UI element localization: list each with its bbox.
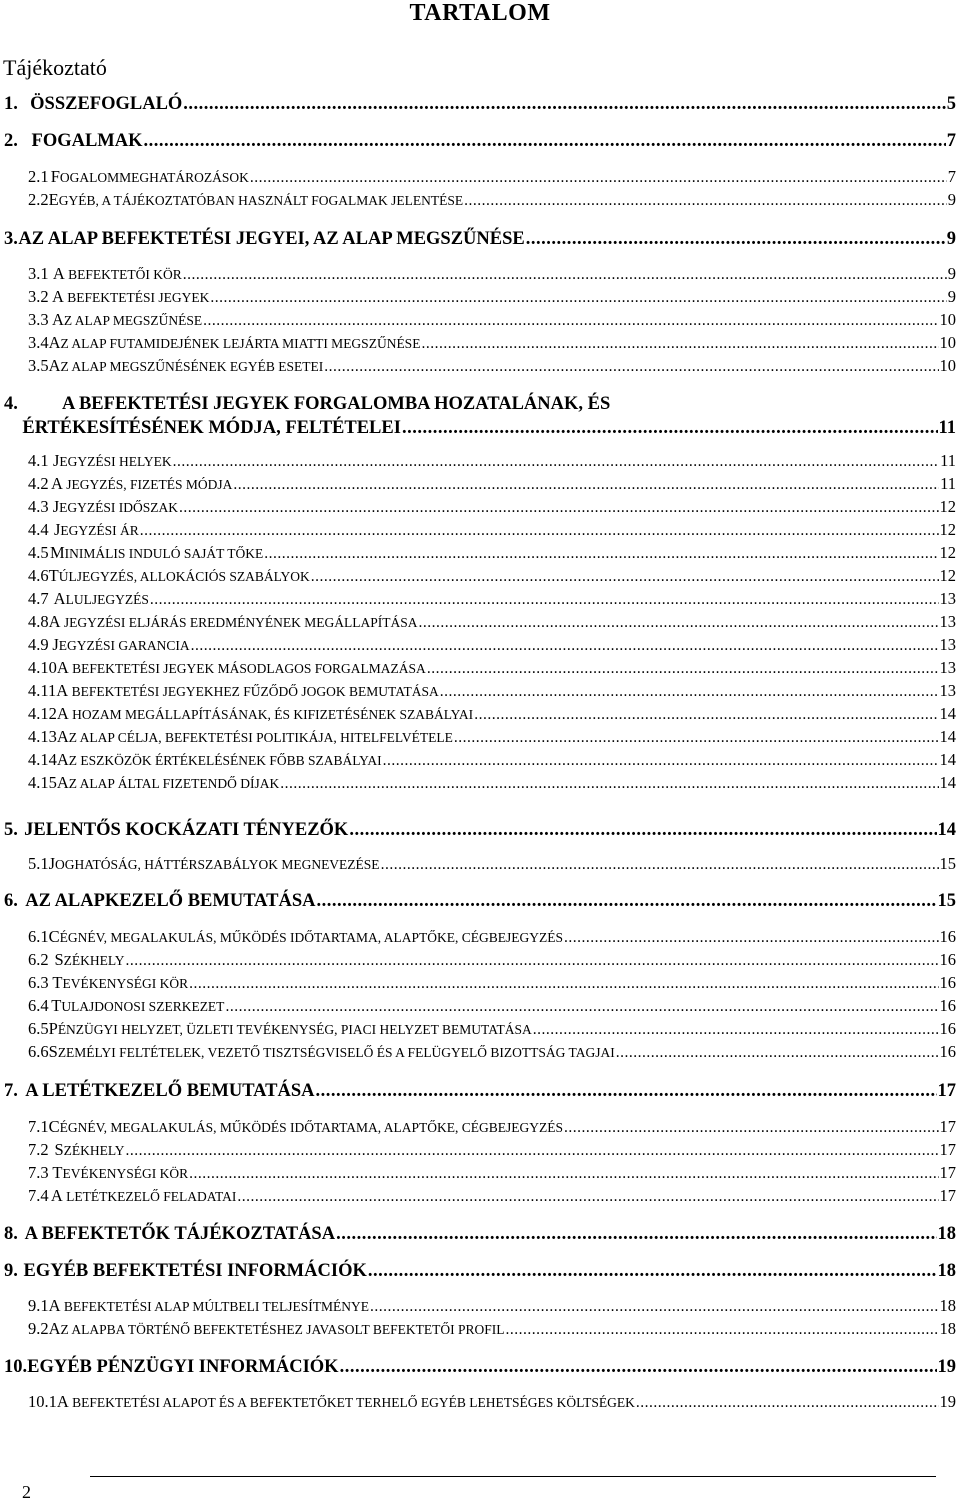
toc-section-entry[interactable] bbox=[0, 973, 960, 994]
toc-section-entry[interactable] bbox=[0, 750, 960, 771]
dot-leader bbox=[311, 567, 939, 587]
entry-title: AZ ESZKÖZÖK ÉRTÉKELÉSÉNEK FŐBB SZABÁLYAI bbox=[57, 750, 382, 771]
entry-page-number: 13 bbox=[940, 635, 960, 655]
entry-title: A LETÉTKEZELŐ BEMUTATÁSA bbox=[25, 1080, 314, 1102]
entry-number: 4.5 bbox=[0, 543, 50, 563]
toc-section-entry[interactable] bbox=[0, 635, 960, 656]
entry-title: A BEFEKTETÉSI JEGYEK FORGALOMBA HOZATALÁNAK, ÉS bbox=[62, 393, 610, 415]
entry-page-number: 13 bbox=[940, 658, 960, 678]
toc-section-entry[interactable] bbox=[0, 287, 960, 308]
dot-leader bbox=[402, 417, 938, 439]
entry-title: A BEFEKTETŐK TÁJÉKOZTATÁSA bbox=[25, 1223, 335, 1245]
dot-leader bbox=[564, 1118, 938, 1138]
entry-number: 9. bbox=[0, 1260, 24, 1282]
entry-number: 4.15 bbox=[0, 773, 57, 793]
entry-number: 4.3 bbox=[0, 497, 53, 517]
entry-title: ÖSSZEFOGLALÓ bbox=[30, 93, 182, 115]
entry-page-number: 19 bbox=[938, 1356, 960, 1378]
dot-leader bbox=[233, 475, 939, 495]
dot-leader bbox=[340, 1356, 937, 1378]
toc-chapter-entry[interactable] bbox=[0, 819, 960, 841]
entry-page-number: 11 bbox=[940, 474, 960, 494]
entry-title: JEGYZÉSI ÁR bbox=[54, 520, 139, 541]
entry-page-number: 10 bbox=[940, 333, 960, 353]
entry-number: 4.7 bbox=[0, 589, 54, 609]
entry-number: 3.5 bbox=[0, 356, 49, 376]
entry-number: 8. bbox=[0, 1223, 25, 1245]
entry-page-number: 18 bbox=[938, 1223, 960, 1245]
dot-leader bbox=[440, 682, 939, 702]
entry-title: JELENTŐS KOCKÁZATI TÉNYEZŐK bbox=[24, 819, 348, 841]
entry-title: A BEFEKTETÉSI JEGYEK MÁSODLAGOS FORGALMAZÁSA bbox=[57, 658, 426, 679]
toc-section-entry[interactable] bbox=[0, 474, 960, 495]
entry-title: PÉNZÜGYI HELYZET, ÜZLETI TEVÉKENYSÉG, PIACI HELYZET BEMUTATÁSA bbox=[49, 1019, 532, 1040]
entry-title: EGYÉB, A TÁJÉKOZTATÓBAN HASZNÁLT FOGALMAK JELENTÉSE bbox=[49, 190, 464, 211]
entry-page-number: 16 bbox=[940, 1042, 960, 1062]
dot-leader bbox=[317, 890, 937, 912]
entry-page-number: 10 bbox=[940, 356, 960, 376]
entry-number: 7.2 bbox=[0, 1140, 54, 1160]
dot-leader bbox=[349, 819, 936, 841]
entry-number: 5.1 bbox=[0, 854, 49, 874]
toc-section-entry[interactable] bbox=[0, 451, 960, 472]
entry-page-number: 14 bbox=[940, 727, 960, 747]
entry-number: 2.1 bbox=[0, 167, 51, 187]
entry-page-number: 17 bbox=[940, 1163, 960, 1183]
toc-section-entry[interactable] bbox=[0, 1392, 960, 1413]
toc-chapter-entry[interactable] bbox=[0, 1223, 960, 1245]
entry-number: 7.4 bbox=[0, 1186, 51, 1206]
entry-number: 4.10 bbox=[0, 658, 57, 678]
dot-leader bbox=[636, 1393, 939, 1413]
entry-title: TEVÉKENYSÉGI KÖR bbox=[52, 973, 188, 994]
entry-title-continued: ÉRTÉKESÍTÉSÉNEK MÓDJA, FELTÉTELEI bbox=[22, 417, 401, 439]
entry-page-number: 15 bbox=[940, 854, 960, 874]
entry-number: 1. bbox=[0, 93, 30, 115]
entry-page-number: 11 bbox=[939, 417, 960, 439]
entry-number: 6.5 bbox=[0, 1019, 49, 1039]
entry-title: A JEGYZÉS, FIZETÉS MÓDJA bbox=[51, 474, 232, 495]
footer-rule bbox=[90, 1476, 936, 1477]
entry-title: AZ ALAPKEZELŐ BEMUTATÁSA bbox=[25, 890, 315, 912]
entry-title: AZ ALAP FUTAMIDEJÉNEK LEJÁRTA MIATTI MEGSZŰNÉSE bbox=[49, 333, 421, 354]
dot-leader bbox=[421, 334, 938, 354]
entry-number: 4.14 bbox=[0, 750, 57, 770]
entry-number: 4.11 bbox=[0, 681, 56, 701]
dot-leader bbox=[454, 728, 939, 748]
dot-leader bbox=[144, 130, 946, 152]
entry-title: SZÉKHELY bbox=[54, 950, 124, 971]
entry-title: A BEFEKTETÉSI JEGYEKHEZ FŰZŐDŐ JOGOK BEMUTATÁSA bbox=[56, 681, 438, 702]
entry-title: A BEFEKTETÉSI JEGYEK bbox=[52, 287, 209, 308]
entry-page-number: 13 bbox=[940, 681, 960, 701]
entry-number: 4.9 bbox=[0, 635, 52, 655]
entry-title: CÉGNÉV, MEGALAKULÁS, MŰKÖDÉS IDŐTARTAMA, ALAPTŐKE, CÉGBEJEGYZÉS bbox=[49, 927, 563, 948]
dot-leader bbox=[250, 168, 947, 188]
toc-section-entry[interactable] bbox=[0, 1140, 960, 1161]
toc-section-entry[interactable] bbox=[0, 1163, 960, 1184]
toc-section-entry[interactable] bbox=[0, 1019, 960, 1040]
entry-title: AZ ALAP ÁLTAL FIZETENDŐ DÍJAK bbox=[57, 773, 279, 794]
entry-title: FOGALMAK bbox=[32, 130, 143, 152]
toc-section-entry[interactable] bbox=[0, 566, 960, 587]
entry-title: FOGALOMMEGHATÁROZÁSOK bbox=[51, 167, 249, 188]
entry-page-number: 14 bbox=[940, 750, 960, 770]
entry-title: A BEFEKTETÉSI ALAPOT ÉS A BEFEKTETŐKET TERHELŐ EGYÉB LEHETSÉGES KÖLTSÉGEK bbox=[57, 1392, 635, 1413]
entry-page-number: 17 bbox=[940, 1117, 960, 1137]
dot-leader bbox=[316, 1080, 937, 1102]
toc-section-entry[interactable] bbox=[0, 1319, 960, 1340]
entry-title: SZÉKHELY bbox=[54, 1140, 124, 1161]
entry-page-number: 19 bbox=[940, 1392, 960, 1412]
entry-title: EGYÉB PÉNZÜGYI INFORMÁCIÓK bbox=[27, 1356, 338, 1378]
toc-section-entry[interactable] bbox=[0, 264, 960, 285]
toc-section-entry[interactable] bbox=[0, 310, 960, 331]
toc-section-entry[interactable] bbox=[0, 497, 960, 518]
toc-section-entry[interactable] bbox=[0, 333, 960, 354]
entry-title: AZ ALAP MEGSZŰNÉSÉNEK EGYÉB ESETEI bbox=[49, 356, 324, 377]
toc-section-entry[interactable] bbox=[0, 658, 960, 679]
entry-page-number: 14 bbox=[938, 819, 960, 841]
entry-number: 3.3 bbox=[0, 310, 52, 330]
entry-number: 6.4 bbox=[0, 996, 51, 1016]
entry-page-number: 16 bbox=[940, 996, 960, 1016]
dot-leader bbox=[474, 705, 938, 725]
toc-section-entry[interactable] bbox=[0, 996, 960, 1017]
entry-number: 6.6 bbox=[0, 1042, 49, 1062]
toc-chapter-entry[interactable] bbox=[0, 1356, 960, 1378]
toc-section-entry[interactable] bbox=[0, 1296, 960, 1317]
entry-title: TULAJDONOSI SZERKEZET bbox=[51, 996, 224, 1017]
entry-page-number: 12 bbox=[940, 520, 960, 540]
dot-leader bbox=[191, 636, 939, 656]
dot-leader bbox=[150, 590, 939, 610]
dot-leader bbox=[533, 1020, 939, 1040]
entry-title: AZ ALAPBA TÖRTÉNŐ BEFEKTETÉSHEZ JAVASOLT BEFEKTETŐI PROFIL bbox=[49, 1319, 505, 1340]
entry-page-number: 12 bbox=[940, 566, 960, 586]
entry-page-number: 18 bbox=[940, 1296, 960, 1316]
toc-chapter-entry[interactable] bbox=[0, 1260, 960, 1282]
toc-section-entry[interactable] bbox=[0, 167, 960, 188]
entry-number: 5. bbox=[0, 819, 24, 841]
toc-chapter-entry-continuation[interactable] bbox=[0, 417, 960, 439]
entry-number: 4.12 bbox=[0, 704, 57, 724]
toc-section-entry[interactable] bbox=[0, 543, 960, 564]
entry-page-number: 16 bbox=[940, 950, 960, 970]
toc-section-entry[interactable] bbox=[0, 1042, 960, 1063]
page-number: 2 bbox=[22, 1482, 31, 1502]
toc-chapter-entry[interactable] bbox=[0, 93, 960, 115]
dot-leader bbox=[183, 265, 947, 285]
entry-title: TÚLJEGYZÉS, ALLOKÁCIÓS SZABÁLYOK bbox=[49, 566, 310, 587]
dot-leader bbox=[126, 1141, 939, 1161]
dot-leader bbox=[419, 613, 939, 633]
entry-number: 2. bbox=[0, 130, 32, 152]
dot-leader bbox=[210, 288, 946, 308]
toc-chapter-entry[interactable] bbox=[0, 228, 960, 250]
dot-leader bbox=[189, 974, 938, 994]
toc-section-entry[interactable] bbox=[0, 589, 960, 610]
dot-leader bbox=[173, 452, 939, 472]
entry-number: 10. bbox=[0, 1356, 27, 1378]
toc-section-entry[interactable] bbox=[0, 681, 960, 702]
entry-page-number: 9 bbox=[948, 264, 960, 284]
entry-number: 7.3 bbox=[0, 1163, 52, 1183]
dot-leader bbox=[616, 1043, 939, 1063]
toc-section-entry[interactable] bbox=[0, 727, 960, 748]
entry-page-number: 16 bbox=[940, 927, 960, 947]
entry-title: AZ ALAP CÉLJA, BEFEKTETÉSI POLITIKÁJA, HITELFELVÉTELE bbox=[57, 727, 453, 748]
entry-number: 4.2 bbox=[0, 474, 51, 494]
dot-leader bbox=[280, 774, 938, 794]
toc-chapter-entry[interactable] bbox=[0, 130, 960, 152]
entry-title: A JEGYZÉSI ELJÁRÁS EREDMÉNYÉNEK MEGÁLLAPÍTÁSA bbox=[49, 612, 418, 633]
toc-section-entry[interactable] bbox=[0, 520, 960, 541]
dot-leader bbox=[506, 1320, 939, 1340]
entry-number: 4.6 bbox=[0, 566, 49, 586]
entry-page-number: 17 bbox=[938, 1080, 960, 1102]
entry-number: 4. bbox=[0, 393, 62, 415]
entry-number: 4.8 bbox=[0, 612, 49, 632]
entry-number: 2.2 bbox=[0, 190, 49, 210]
entry-number: 9.1 bbox=[0, 1296, 49, 1316]
dot-leader bbox=[464, 191, 947, 211]
entry-page-number: 17 bbox=[940, 1140, 960, 1160]
entry-title: A BEFEKTETŐI KÖR bbox=[53, 264, 182, 285]
entry-page-number: 16 bbox=[940, 1019, 960, 1039]
dot-leader bbox=[140, 521, 939, 541]
toc-section-entry[interactable] bbox=[0, 704, 960, 725]
entry-title: A HOZAM MEGÁLLAPÍTÁSÁNAK, ÉS KIFIZETÉSÉNEK SZABÁLYAI bbox=[57, 704, 473, 725]
entry-number: 6. bbox=[0, 890, 25, 912]
dot-leader bbox=[368, 1260, 937, 1282]
entry-page-number: 18 bbox=[940, 1319, 960, 1339]
toc-section-entry[interactable] bbox=[0, 854, 960, 875]
dot-leader bbox=[183, 93, 945, 115]
entry-number: 4.4 bbox=[0, 520, 54, 540]
entry-page-number: 11 bbox=[940, 451, 960, 471]
entry-title: SZEMÉLYI FELTÉTELEK, VEZETŐ TISZTSÉGVISELŐ ÉS A FELÜGYELŐ BIZOTTSÁG TAGJAI bbox=[49, 1042, 615, 1063]
toc-section-entry[interactable] bbox=[0, 190, 960, 211]
entry-page-number: 7 bbox=[948, 167, 960, 187]
entry-title: JOGHATÓSÁG, HÁTTÉRSZABÁLYOK MEGNEVEZÉSE bbox=[49, 854, 380, 875]
entry-number: 6.2 bbox=[0, 950, 54, 970]
entry-number: 7.1 bbox=[0, 1117, 49, 1137]
entry-number: 4.13 bbox=[0, 727, 57, 747]
toc-section-entry[interactable] bbox=[0, 927, 960, 948]
entry-title: JEGYZÉSI IDŐSZAK bbox=[53, 497, 178, 518]
entry-title: A LETÉTKEZELŐ FELADATAI bbox=[51, 1186, 237, 1207]
entry-page-number: 13 bbox=[940, 589, 960, 609]
entry-number: 9.2 bbox=[0, 1319, 49, 1339]
entry-number: 6.3 bbox=[0, 973, 52, 993]
dot-leader bbox=[225, 997, 938, 1017]
entry-page-number: 7 bbox=[947, 130, 960, 152]
entry-page-number: 16 bbox=[940, 973, 960, 993]
dot-leader bbox=[381, 855, 939, 875]
entry-title: JEGYZÉSI GARANCIA bbox=[52, 635, 189, 656]
dot-leader bbox=[264, 544, 938, 564]
entry-number: 10.1 bbox=[0, 1392, 57, 1412]
entry-page-number: 12 bbox=[940, 543, 960, 563]
entry-page-number: 18 bbox=[938, 1260, 960, 1282]
entry-number: 7. bbox=[0, 1080, 25, 1102]
entry-page-number: 14 bbox=[940, 773, 960, 793]
entry-page-number: 9 bbox=[948, 287, 960, 307]
toc-chapter-entry[interactable] bbox=[0, 393, 960, 415]
dot-leader bbox=[336, 1223, 936, 1245]
entry-page-number: 12 bbox=[940, 497, 960, 517]
entry-title: TEVÉKENYSÉGI KÖR bbox=[52, 1163, 188, 1184]
dot-leader bbox=[179, 498, 938, 518]
toc-chapter-entry[interactable] bbox=[0, 890, 960, 912]
dot-leader bbox=[526, 228, 946, 250]
toc-chapter-entry[interactable] bbox=[0, 1080, 960, 1102]
entry-page-number: 14 bbox=[940, 704, 960, 724]
dot-leader bbox=[383, 751, 939, 771]
dot-leader bbox=[203, 311, 938, 331]
toc-section-entry[interactable] bbox=[0, 773, 960, 794]
toc-section-entry[interactable] bbox=[0, 1186, 960, 1207]
entry-page-number: 9 bbox=[948, 190, 960, 210]
entry-page-number: 10 bbox=[940, 310, 960, 330]
entry-page-number: 5 bbox=[947, 93, 960, 115]
dot-leader bbox=[324, 357, 938, 377]
intro-heading: Tájékoztató bbox=[3, 56, 107, 80]
entry-title: MINIMÁLIS INDULÓ SAJÁT TŐKE bbox=[50, 543, 263, 564]
entry-title: CÉGNÉV, MEGALAKULÁS, MŰKÖDÉS IDŐTARTAMA, ALAPTŐKE, CÉGBEJEGYZÉS bbox=[49, 1117, 563, 1138]
entry-title: A BEFEKTETÉSI ALAP MÚLTBELI TELJESÍTMÉNYE bbox=[49, 1296, 369, 1317]
entry-number: 3.2 bbox=[0, 287, 52, 307]
toc-section-entry[interactable] bbox=[0, 356, 960, 377]
entry-number: 3. bbox=[0, 228, 18, 250]
dot-leader bbox=[126, 951, 939, 971]
entry-title: ALULJEGYZÉS bbox=[54, 589, 149, 610]
toc-section-entry[interactable] bbox=[0, 1117, 960, 1138]
entry-number: 4.1 bbox=[0, 451, 53, 471]
dot-leader bbox=[237, 1187, 938, 1207]
entry-title: JEGYZÉSI HELYEK bbox=[53, 451, 172, 472]
entry-page-number: 17 bbox=[940, 1186, 960, 1206]
entry-page-number: 9 bbox=[947, 228, 960, 250]
dot-leader bbox=[427, 659, 939, 679]
page-title: TARTALOM bbox=[0, 0, 960, 26]
entry-title: AZ ALAP BEFEKTETÉSI JEGYEI, AZ ALAP MEGSZŰNÉSE bbox=[18, 228, 524, 250]
entry-number: 6.1 bbox=[0, 927, 49, 947]
entry-page-number: 13 bbox=[940, 612, 960, 632]
entry-number: 3.4 bbox=[0, 333, 49, 353]
toc-section-entry[interactable] bbox=[0, 950, 960, 971]
entry-page-number: 15 bbox=[938, 890, 960, 912]
entry-title: AZ ALAP MEGSZŰNÉSE bbox=[52, 310, 202, 331]
dot-leader bbox=[189, 1164, 938, 1184]
entry-number: 3.1 bbox=[0, 264, 53, 284]
dot-leader bbox=[564, 928, 938, 948]
entry-title: EGYÉB BEFEKTETÉSI INFORMÁCIÓK bbox=[24, 1260, 367, 1282]
toc-section-entry[interactable] bbox=[0, 612, 960, 633]
dot-leader bbox=[370, 1297, 938, 1317]
